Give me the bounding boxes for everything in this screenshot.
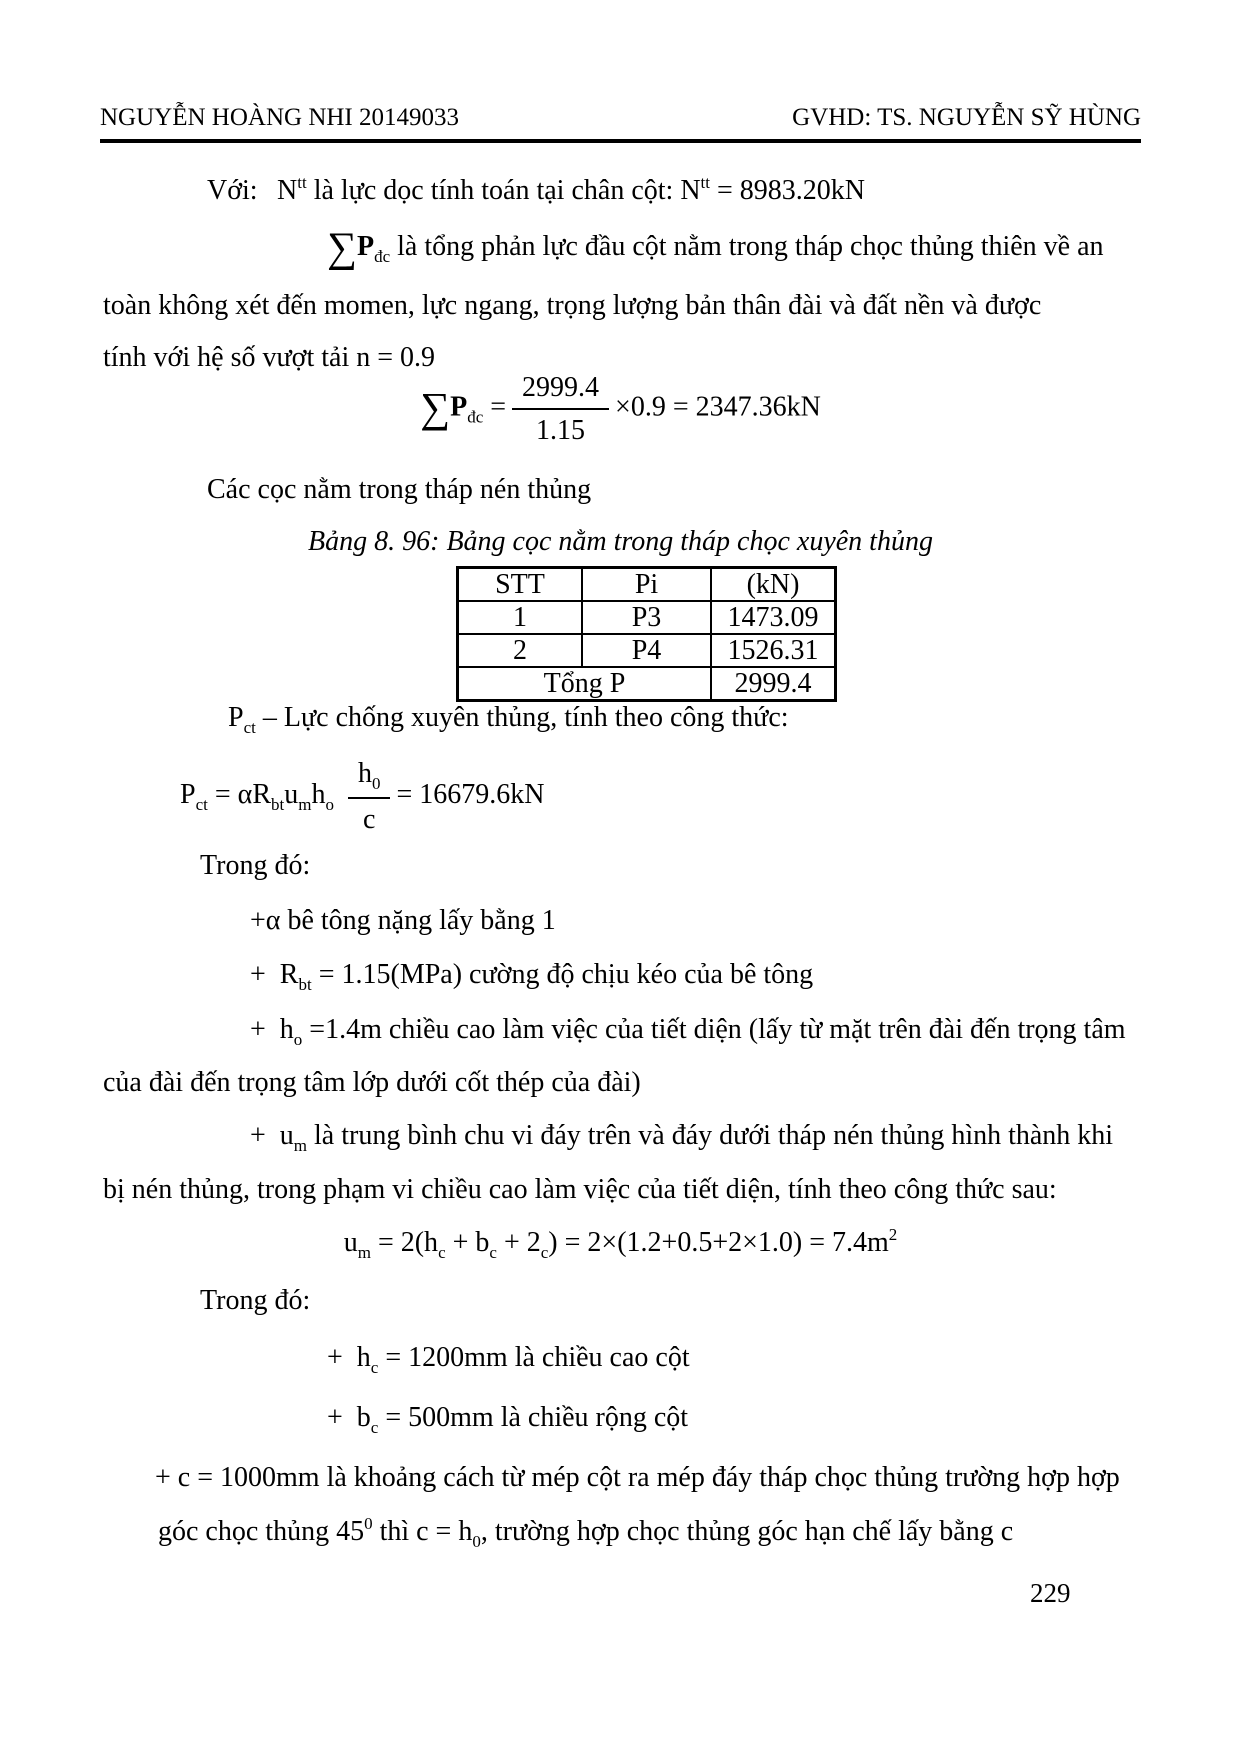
plus-sign: + (250, 905, 266, 936)
item-hc (327, 1340, 690, 1378)
formula-um (0, 1224, 1241, 1263)
fraction-denominator: c (363, 804, 376, 836)
rbt-text: = 1.15(MPa) cường độ chịu kéo của bê tông (311, 959, 814, 990)
fraction (348, 756, 391, 837)
um-symbol: u (343, 1227, 358, 1258)
item-bc (327, 1400, 688, 1438)
trong-do-text: Trong đó: (200, 1285, 311, 1316)
fraction (512, 370, 609, 448)
um-symbol: u (284, 779, 299, 811)
item-c-line2 (158, 1513, 1013, 1552)
n-coefficient: n = 0.9 (356, 342, 436, 373)
table-caption-text: Bảng 8. 96: Bảng cọc nằm trong tháp chọc xuyên thủng (308, 526, 933, 557)
table-cell: 1526.31 (711, 634, 836, 667)
item-ho-line2 (103, 1065, 641, 1100)
table-footer-value: 2999.4 (711, 667, 836, 701)
ho-subscript: o (293, 1030, 303, 1049)
paragraph-sum-line1 (327, 222, 1104, 275)
p-symbol: P (450, 391, 468, 423)
plus-sign: + (250, 959, 266, 990)
pct-text: – Lực chống xuyên thủng, tính theo công thức: (255, 702, 789, 733)
c-text-4: , trường hợp chọc thủng góc hạn chế lấy bằng c (480, 1516, 1014, 1547)
um-subscript: m (293, 1136, 308, 1155)
rbt-subscript: bt (298, 975, 312, 994)
table-row (458, 634, 836, 667)
ho-symbol: h (311, 779, 326, 811)
plus-sign: + (327, 1342, 343, 1373)
p-symbol: P (356, 231, 375, 262)
n-value: $N^{tt} = 8983.20kN$ (680, 173, 866, 206)
paragraph-trong-do-1 (200, 848, 310, 883)
ho-text: =1.4m chiều cao làm việc của tiết diện (lấy từ mặt trên đài đến trọng tâm (302, 1014, 1126, 1045)
bc-subscript: c (370, 1418, 379, 1437)
n-symbol: $N^{tt}$ (277, 173, 307, 206)
paragraph-voi (207, 172, 865, 208)
bc-subscript: c (489, 1243, 497, 1262)
page-header (100, 104, 1141, 143)
table-header-cell: STT (458, 568, 583, 602)
pct-symbol: $P_{ct}$ (180, 779, 208, 815)
ho-text-2: của đài đến trọng tâm lớp dưới cốt thép của đài) (103, 1067, 641, 1098)
trong-do-text: Trong đó: (200, 850, 311, 881)
rbt-symbol: R (279, 959, 299, 990)
fraction-numerator: 2999.4 (512, 370, 609, 410)
formula-part: = αR (207, 779, 271, 811)
sum-text-3: tính với hệ số vượt tải (103, 342, 357, 373)
formula-pct (180, 742, 544, 837)
alpha-symbol: α (265, 905, 281, 936)
formula-part: + b (445, 1227, 490, 1258)
plus-sign: + (250, 1120, 266, 1151)
um-text-2: bị nén thủng, trong phạm vi chiều cao làm việc của tiết diện, tính theo công thức sau: (103, 1174, 1057, 1205)
formula-sum-pdc (0, 356, 1241, 448)
table-cell: P4 (582, 634, 711, 667)
formula-tail: ) = 2×(1.2+0.5+2×1.0) = 7.4m (548, 1227, 889, 1258)
sum-text-2: toàn không xét đến momen, lực ngang, trọng lượng bản thân đài và đất nền và được (103, 290, 1042, 321)
item-ho-line1 (250, 1012, 1126, 1050)
h0-subscript: 0 (472, 1532, 481, 1551)
header-author: NGUYỄN HOÀNG NHI 20149033 (100, 104, 459, 131)
pct-symbol: $P_{ct}$ (228, 702, 256, 737)
item-rbt (250, 957, 813, 995)
fraction-denominator: 1.15 (536, 415, 586, 446)
table-cell: 1473.09 (711, 601, 836, 634)
sigma-symbol: ∑ (420, 385, 451, 432)
paragraph-pct (228, 700, 789, 738)
voi-text: là lực dọc tính toán tại chân cột: (306, 175, 681, 206)
ho-symbol: h (279, 1014, 294, 1045)
page-number-text: 229 (1030, 1578, 1071, 1608)
um-subscript: m (298, 795, 312, 815)
paragraph-sum-line2 (103, 288, 1041, 323)
sum-text: là tổng phản lực đầu cột nằm trong tháp chọc thủng thiên về an (390, 231, 1104, 262)
hc-subscript: c (438, 1243, 446, 1262)
formula-tail: ×0.9 = 2347.36kN (615, 391, 821, 423)
table-cell: 1 (458, 601, 583, 634)
item-um-line1 (250, 1118, 1113, 1156)
fraction-numerator: $h_0$ (348, 756, 391, 799)
alpha-text: bê tông nặng lấy bằng 1 (280, 905, 556, 936)
angle-superscript: 0 (364, 1514, 373, 1533)
table-cell: 2 (458, 634, 583, 667)
c-text-3: thì (372, 1516, 417, 1547)
table-footer-label: Tổng P (458, 667, 712, 701)
table-row (458, 601, 836, 634)
bc-text: = 500mm là chiều rộng cột (378, 1402, 689, 1433)
header-advisor: GVHD: TS. NGUYỄN SỸ HÙNG (792, 104, 1141, 131)
item-alpha (250, 903, 556, 938)
formula-tail: = 16679.6kN (396, 779, 545, 811)
rbt-subscript: bt (271, 795, 285, 815)
plus-sign: + (250, 1014, 266, 1045)
equals-sign: = (483, 391, 507, 423)
formula-part: + 2 (496, 1227, 541, 1258)
um-subscript: m (357, 1243, 371, 1262)
p-subscript: đc (467, 407, 484, 427)
c-text-2: góc chọc thủng 45 (158, 1516, 365, 1547)
c-h0-symbol: c = h (416, 1516, 473, 1547)
table-header-row (458, 568, 836, 602)
bc-symbol: b (356, 1402, 371, 1433)
table-header-cell: (kN) (711, 568, 836, 602)
hc-text: = 1200mm là chiều cao cột (378, 1342, 690, 1373)
pile-table-wrap (456, 566, 837, 702)
cac-coc-text: Các cọc nằm trong tháp nén thủng (207, 474, 592, 505)
hc-subscript: c (370, 1358, 379, 1377)
square-superscript: 2 (888, 1225, 898, 1244)
um-text: là trung bình chu vi đáy trên và đáy dưới tháp nén thủng hình thành khi (307, 1120, 1114, 1151)
c-subscript: c (540, 1243, 549, 1262)
formula-part: = 2(h (370, 1227, 439, 1258)
ho-subscript: o (325, 795, 334, 815)
plus-sign: + (327, 1402, 343, 1433)
pile-table (456, 566, 837, 702)
table-header-cell: Pi (582, 568, 711, 602)
um-symbol: u (279, 1120, 294, 1151)
voi-label: Với: (207, 175, 258, 206)
sigma-symbol: ∑ (327, 225, 357, 271)
hc-symbol: h (356, 1342, 371, 1373)
paragraph-cac-coc (207, 472, 591, 507)
table-caption (0, 524, 1241, 559)
paragraph-trong-do-2 (200, 1283, 310, 1318)
table-footer-row (458, 667, 836, 701)
c-text: + c = 1000mm là khoảng cách từ mép cột ra mép đáy tháp chọc thủng trường hợp hợp (155, 1462, 1120, 1493)
p-subscript: đc (374, 247, 391, 266)
table-cell: P3 (582, 601, 711, 634)
page-number (1030, 1578, 1071, 1609)
item-um-line2 (103, 1172, 1057, 1207)
item-c-line1 (155, 1460, 1120, 1495)
